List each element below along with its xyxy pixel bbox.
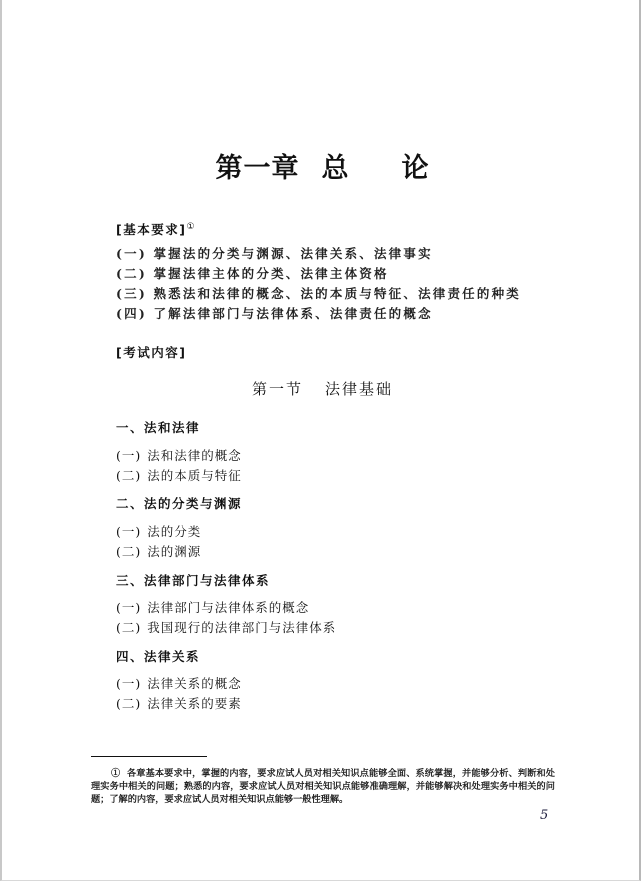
footnote-reference[interactable]: ① bbox=[186, 221, 195, 232]
page-number: 5 bbox=[540, 808, 549, 823]
outline-item-text: 法律关系的要素 bbox=[147, 696, 242, 711]
outline-item-number: (一) bbox=[116, 524, 142, 539]
footnote bbox=[91, 767, 555, 806]
requirement-item: (三) 熟悉法和法律的概念、法的本质与特征、法律责任的种类 bbox=[116, 286, 521, 301]
requirement-item: (一) 掌握法的分类与渊源、法律关系、法律事实 bbox=[116, 246, 433, 261]
outline-item-number: (二) bbox=[116, 620, 142, 635]
outline-heading: 四、法律关系 bbox=[116, 649, 201, 664]
outline-item-text: 法和法律的概念 bbox=[147, 448, 242, 463]
outline-item-number: (一) bbox=[116, 448, 142, 463]
outline-item bbox=[116, 694, 242, 712]
outline-item bbox=[116, 674, 242, 692]
outline-item-text: 法的本质与特征 bbox=[147, 468, 242, 483]
outline-item-number: (二) bbox=[116, 544, 142, 559]
outline-item-text: 法律部门与法律体系的概念 bbox=[147, 600, 310, 615]
section-name: 法律基础 bbox=[325, 380, 394, 398]
exam-content-label: [考试内容] bbox=[116, 345, 187, 360]
chapter-title-number: 第一章 bbox=[215, 153, 300, 184]
outline-heading: 二、法的分类与渊源 bbox=[116, 496, 243, 511]
outline-heading: 三、法律部门与法律体系 bbox=[116, 573, 271, 588]
outline-heading: 一、法和法律 bbox=[116, 420, 201, 435]
chapter-title-word-1: 总 bbox=[321, 153, 350, 184]
section-number: 第一节 bbox=[251, 380, 303, 398]
outline-item bbox=[116, 522, 201, 540]
chapter-title bbox=[2, 146, 641, 185]
basic-requirements-label bbox=[116, 220, 195, 238]
outline-item-number: (一) bbox=[116, 676, 142, 691]
outline-item-number: (一) bbox=[116, 600, 142, 615]
footnote-marker: ① bbox=[111, 768, 121, 779]
outline-item bbox=[116, 466, 242, 484]
outline-item-number: (二) bbox=[116, 468, 142, 483]
outline-item-text: 法的渊源 bbox=[147, 544, 202, 559]
chapter-title-word-2: 论 bbox=[401, 153, 430, 184]
requirement-item: (四) 了解法律部门与法律体系、法律责任的概念 bbox=[116, 306, 433, 321]
basic-requirements-text: [基本要求] bbox=[116, 222, 187, 237]
outline-item-text: 法律关系的概念 bbox=[147, 676, 242, 691]
outline-item-number: (二) bbox=[116, 696, 142, 711]
outline-item-text: 我国现行的法律部门与法律体系 bbox=[147, 620, 337, 635]
section-title bbox=[2, 378, 641, 399]
requirement-item: (二) 掌握法律主体的分类、法律主体资格 bbox=[116, 266, 389, 281]
outline-item bbox=[116, 446, 242, 464]
footnote-separator bbox=[91, 756, 207, 757]
footnote-text: 各章基本要求中，掌握的内容，要求应试人员对相关知识点能够全面、系统掌握，并能够分析、判断和处理实务中相关的问题；熟悉的内容，要求应试人员对相关知识点能够准确理解，并能够解决和处理实务中相关的问题；了解的内容，要求应试人员对相关知识点能够一般性理解。 bbox=[91, 768, 555, 805]
outline-item bbox=[116, 598, 309, 616]
outline-item bbox=[116, 618, 336, 636]
outline-item bbox=[116, 542, 201, 560]
outline-item-text: 法的分类 bbox=[147, 524, 202, 539]
